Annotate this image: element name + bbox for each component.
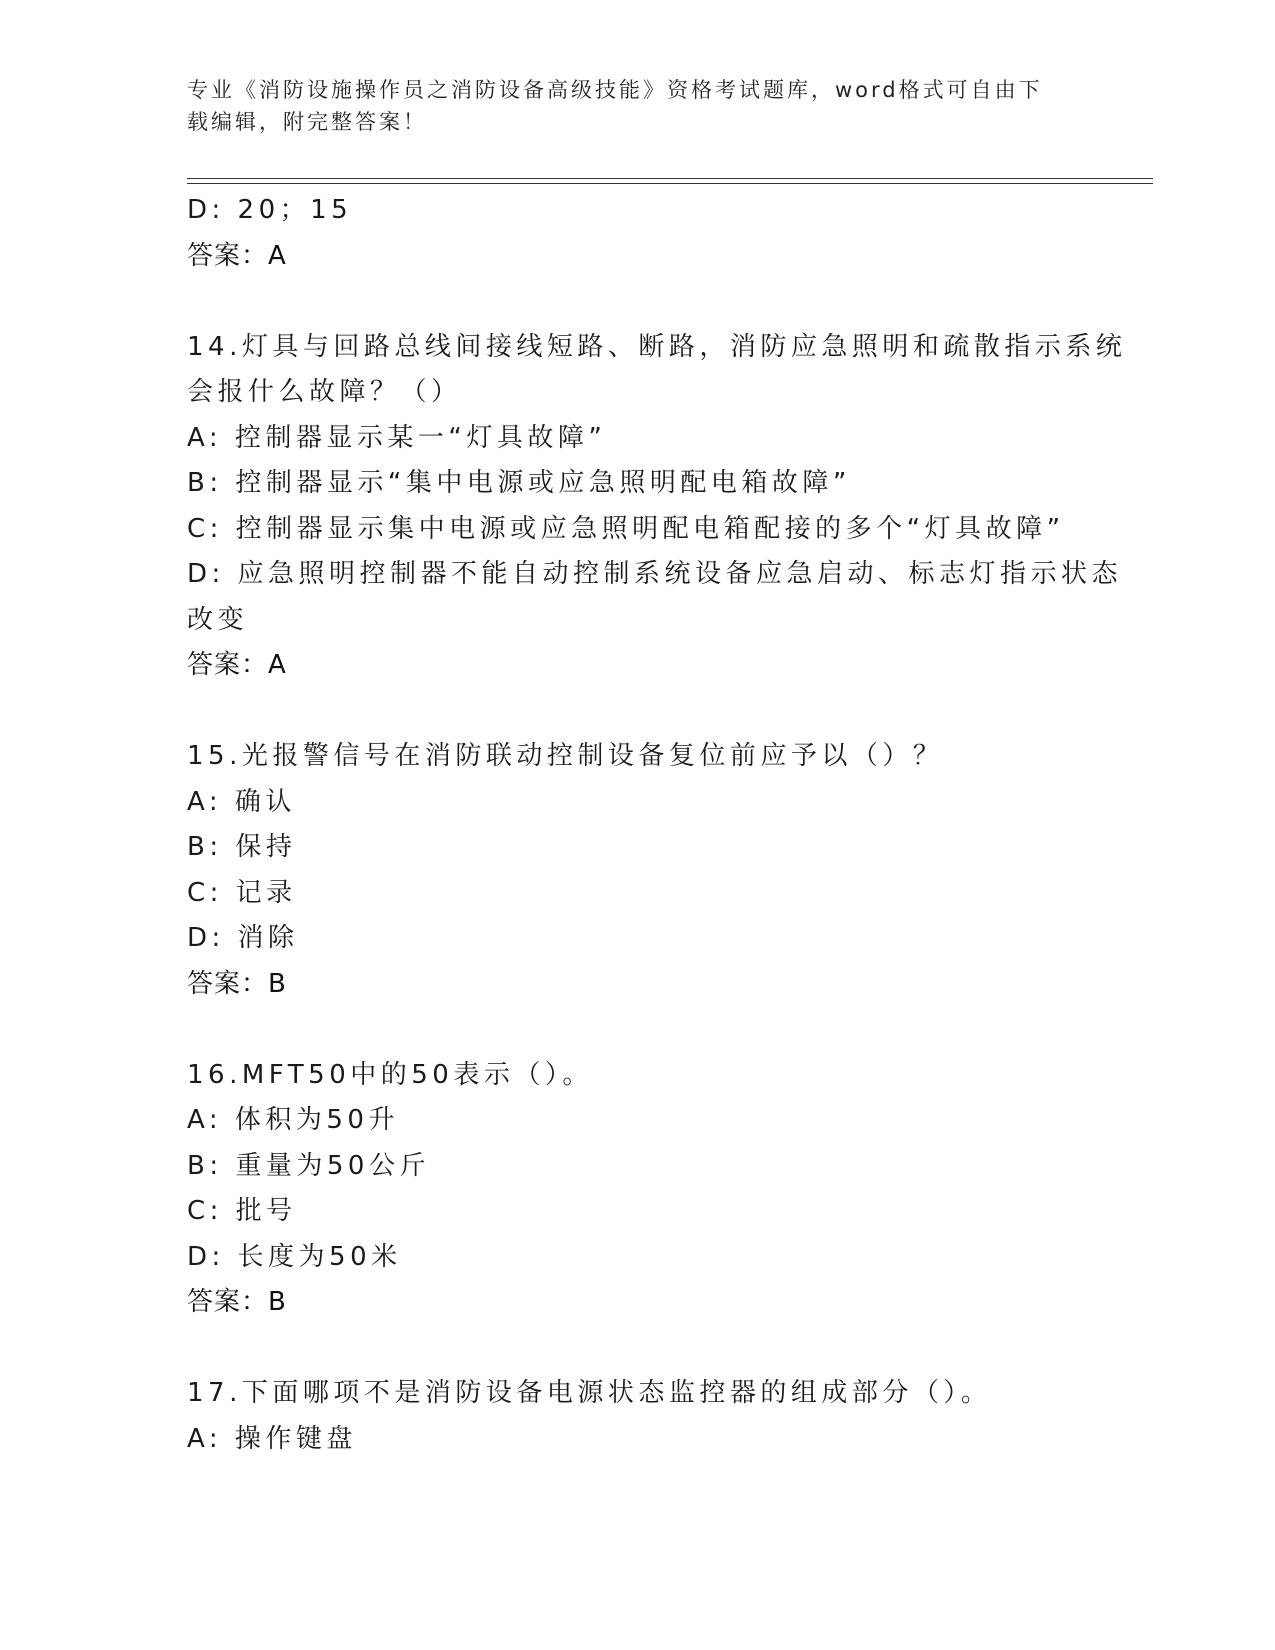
option-b: B: 保持	[187, 832, 297, 862]
option-d: D: 长度为50米	[187, 1241, 402, 1272]
option-b: B: 重量为50公斤	[187, 1150, 430, 1181]
option-a: A: 确认	[187, 786, 296, 817]
option-b: B: 控制器显示“集中电源或应急照明配电箱故障”	[187, 468, 851, 498]
question-14	[187, 325, 1127, 689]
spacer	[187, 689, 1087, 735]
question-stem: 14.灯具与回路总线间接线短路、断路，消防应急照明和疏散指示系统	[187, 331, 1127, 362]
header-divider-bottom	[187, 183, 1153, 184]
question-17	[187, 1371, 1087, 1462]
option-c: C: 控制器显示集中电源或应急照明配电箱配接的多个“灯具故障”	[187, 513, 1065, 544]
option-d-continued: 改变	[187, 604, 249, 635]
option-a: A: 操作键盘	[187, 1423, 357, 1454]
spacer	[187, 1007, 1087, 1053]
spacer	[187, 1326, 1087, 1372]
option-c: C: 记录	[187, 877, 297, 908]
spacer	[187, 279, 1087, 325]
prev-question-option-d: D: 20；15	[187, 195, 353, 225]
page-header	[187, 74, 1067, 138]
option-c: C: 批号	[187, 1196, 297, 1226]
answer: 答案：B	[187, 1287, 287, 1317]
option-a: A: 控制器显示某一“灯具故障”	[187, 422, 607, 453]
question-stem: 17.下面哪项不是消防设备电源状态监控器的组成部分（）。	[187, 1378, 992, 1408]
question-list	[187, 188, 1127, 1462]
question-stem: 16.MFT50中的50表示（）。	[187, 1059, 593, 1090]
prev-question-answer: 答案：A	[187, 240, 287, 271]
header-title-line-1: 专业《消防设施操作员之消防设备高级技能》资格考试题库，word格式可自由下	[187, 78, 1043, 102]
question-stem-continued: 会报什么故障？（）	[187, 377, 462, 407]
option-d: D: 消除	[187, 923, 299, 953]
option-a: A: 体积为50升	[187, 1105, 399, 1135]
question-stem: 15.光报警信号在消防联动控制设备复位前应予以（）？	[187, 741, 944, 771]
header-divider-top	[187, 178, 1153, 179]
question-16	[187, 1053, 1087, 1326]
answer: 答案：B	[187, 968, 287, 999]
question-15	[187, 734, 1087, 1007]
header-title-line-2: 载编辑，附完整答案！	[187, 110, 427, 134]
answer: 答案：A	[187, 650, 287, 680]
option-d: D: 应急照明控制器不能自动控制系统设备应急启动、标志灯指示状态	[187, 559, 1123, 589]
